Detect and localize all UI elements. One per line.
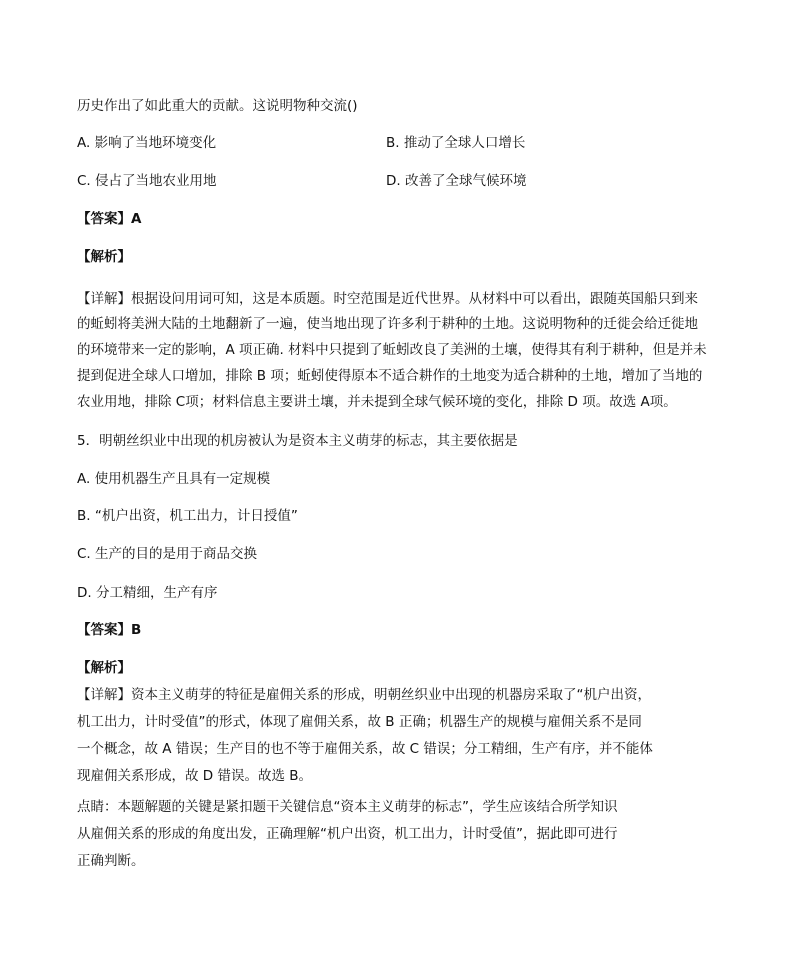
q5-detail-line: 一个概念，故 A 错误；生产目的也不等于雇佣关系，故 C 错误；分工精细，生产有序，并不能体 [77, 741, 653, 757]
q5-tip-line: 正确判断。 [77, 853, 145, 869]
q5-tip-line: 点睛：本题解题的关键是紧扣题干关键信息“资本主义萌芽的标志”，学生应该结合所学知识 [77, 799, 618, 815]
q5-analysis-label: 【解析】 [77, 660, 131, 676]
q5-stem: 5．明朝丝织业中出现的机房被认为是资本主义萌芽的标志，其主要依据是 [77, 433, 518, 449]
q5-detail-line: 现雇佣关系形成，故 D 错误。故选 B。 [77, 768, 313, 784]
q4-option-a: A. 影响了当地环境变化 [77, 135, 217, 151]
q4-detail-line: 的环境带来一定的影响，A 项正确. 材料中只提到了蚯蚓改良了美洲的土壤，使得其有利于耕种，但是并未 [77, 342, 707, 358]
q4-detail-line: 农业用地，排除 C项；材料信息主要讲土壤，并未提到全球气候环境的变化，排除 D 项。故选 A项。 [77, 394, 677, 410]
q5-option-d: D. 分工精细，生产有序 [77, 585, 218, 601]
q5-detail-line: 机工出力，计时受值”的形式，体现了雇佣关系，故 B 正确；机器生产的规模与雇佣关系不是同 [77, 714, 642, 730]
q4-detail-line: 【详解】根据设问用词可知，这是本质题。时空范围是近代世界。从材料中可以看出，跟随英国船只到来 [77, 291, 698, 307]
q4-option-d: D. 改善了全球气候环境 [386, 173, 527, 189]
q4-option-c: C. 侵占了当地农业用地 [77, 173, 217, 189]
q4-analysis-label: 【解析】 [77, 249, 131, 265]
q5-option-b: B. “机户出资，机工出力，计日授值” [77, 508, 298, 524]
q4-detail-line: 提到促进全球人口增加，排除 B 项；蚯蚓使得原本不适合耕作的土地变为适合耕种的土地，增加了当地的 [77, 368, 703, 384]
q5-option-a: A. 使用机器生产且具有一定规模 [77, 471, 271, 487]
q4-option-b: B. 推动了全球人口增长 [386, 135, 526, 151]
q4-answer: 【答案】A [77, 211, 142, 227]
q5-option-c: C. 生产的目的是用于商品交换 [77, 546, 258, 562]
q4-detail-line: 的蚯蚓将美洲大陆的土地翻新了一遍，使当地出现了许多利于耕种的土地。这说明物种的迁徙会给迁徙地 [77, 316, 698, 332]
q5-tip-line: 从雇佣关系的形成的角度出发，正确理解“机户出资，机工出力，计时受值”，据此即可进行 [77, 826, 618, 842]
q5-detail-line: 【详解】资本主义萌芽的特征是雇佣关系的形成，明朝丝织业中出现的机器房采取了“机户出资， [77, 687, 651, 703]
q5-answer: 【答案】B [77, 622, 142, 638]
q4-stem-tail: 历史作出了如此重大的贡献。这说明物种交流() [77, 98, 358, 114]
